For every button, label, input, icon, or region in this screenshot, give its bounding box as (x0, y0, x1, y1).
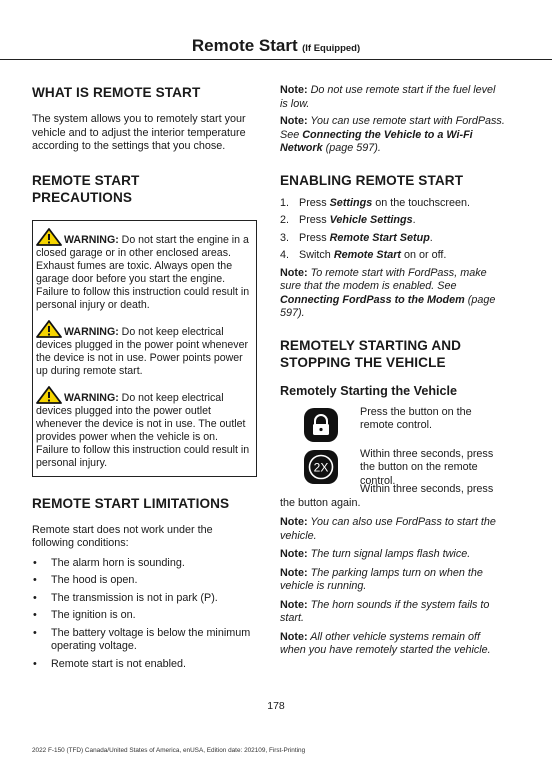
lock-step-text: Press the button on the remote control. (360, 405, 472, 431)
warning-3 (36, 386, 253, 470)
remote-heading (280, 337, 506, 371)
enabling-steps (280, 197, 506, 263)
what-heading: WHAT IS REMOTE START (32, 85, 201, 100)
remote-start-2x-icon (280, 450, 358, 486)
list-item: 2. Press Vehicle Settings. (280, 214, 416, 226)
enabling-heading: ENABLING REMOTE START (280, 172, 464, 188)
precautions-heading (32, 172, 257, 206)
precautions-heading-line1: REMOTE START (32, 172, 140, 188)
header-title: Remote Start (191, 36, 298, 55)
warning-2-label: WARNING: (64, 325, 119, 338)
lock-button-icon (280, 408, 358, 444)
list-item: • The alarm horn is sounding. (32, 557, 257, 571)
warning-triangle-icon (36, 320, 62, 338)
limitations-list (32, 557, 257, 672)
list-item: • The hood is open. (32, 574, 257, 588)
note-systems: Note: All other vehicle systems remain off when you have remotely started the vehicle. (280, 630, 491, 656)
lock-step (280, 406, 506, 446)
footer-edition: 2022 F-150 (TFD) Canada/United States of America, enUSA, Edition date: 202109, First-Printing (32, 747, 306, 754)
note-text: You can use remote start with FordPass. See (280, 115, 505, 141)
remote-heading-line1: REMOTELY STARTING AND (280, 337, 462, 353)
warning-1-text: Do not start the engine in a closed garage or in other enclosed areas. Exhaust fumes are toxic. Always open the garage door before you start the engine. Failure to follow this instruction could result in personal injury or death. (36, 233, 250, 311)
note-label: Note: (280, 266, 308, 279)
note-label: Note: (280, 84, 308, 96)
warning-1-label: WARNING: (64, 233, 119, 246)
note-fordpass (280, 115, 506, 156)
page-header (0, 36, 552, 56)
start-step-text: Within three seconds, press the button on the remote control. (360, 447, 494, 487)
note-horn: Note: The horn sounds if the system fails to start. (280, 598, 490, 624)
list-item: 1. Press Settings on the touchscreen. (280, 196, 471, 209)
list-item: 3. Press Remote Start Setup. (280, 231, 433, 244)
list-item: • The battery voltage is below the minimum operating voltage. (32, 627, 257, 654)
note-text: (page 597). (322, 142, 381, 154)
right-column (280, 84, 506, 658)
note-fuel (280, 84, 506, 111)
header-subtitle: (If Equipped) (302, 43, 361, 54)
warning-1 (36, 228, 253, 312)
note-text: (page 597). (280, 293, 496, 319)
precautions-heading-line2: PRECAUTIONS (32, 189, 133, 205)
note-text: To remote start with FordPass, make sure that the modem is enabled. See (280, 266, 487, 292)
note-parking: Note: The parking lamps turn on when the vehicle is running. (280, 566, 483, 592)
sub-heading: Remotely Starting the Vehicle (280, 383, 458, 398)
warning-triangle-icon (36, 228, 62, 246)
list-item: • The ignition is on. (32, 609, 257, 623)
list-item: • Remote start is not enabled. (32, 658, 257, 672)
note-signal: Note: The turn signal lamps flash twice. (280, 548, 471, 560)
note-modem (280, 267, 506, 321)
limitations-intro: Remote start does not work under the following conditions: (32, 523, 213, 549)
list-item: • The transmission is not in park (P). (32, 592, 257, 606)
left-column (32, 84, 257, 675)
limitations-heading: REMOTE START LIMITATIONS (32, 495, 230, 511)
warning-box (32, 220, 257, 477)
warning-3-label: WARNING: (64, 391, 119, 404)
start-step (280, 448, 506, 489)
warning-2 (36, 320, 253, 378)
header-rule (0, 59, 552, 60)
wifi-link[interactable]: Connecting the Vehicle to a Wi-Fi Network (280, 128, 473, 154)
remote-heading-line2: STOPPING THE VEHICLE (280, 354, 446, 370)
list-item: 4. Switch Remote Start on or off. (280, 249, 447, 261)
warning-triangle-icon (36, 386, 62, 404)
modem-link[interactable]: Connecting FordPass to the Modem (280, 293, 465, 306)
note-text: Do not use remote start if the fuel level is low. (280, 84, 496, 110)
icon-2x-glyph: 2X (313, 460, 329, 474)
what-body: The system allows you to remotely start your vehicle and to adjust the interior temperature according to the settings that you chose. (32, 113, 246, 152)
warning-2-text: Do not keep electrical devices plugged in the power point whenever the device is not in use. Power points power up during remote start. (36, 325, 249, 377)
warning-3-text: Do not keep electrical devices plugged into the power outlet whenever the device is not in use. The outlet provides power when the vehicle is on. Failure to follow this instruction could result in personal injury. (36, 391, 250, 469)
note-app: Note: You can also use FordPass to start the vehicle. (280, 516, 496, 542)
page-number: 178 (267, 700, 285, 712)
note-label: Note: (280, 115, 308, 127)
again-step-text: Within three seconds, press the button again. (280, 483, 494, 509)
